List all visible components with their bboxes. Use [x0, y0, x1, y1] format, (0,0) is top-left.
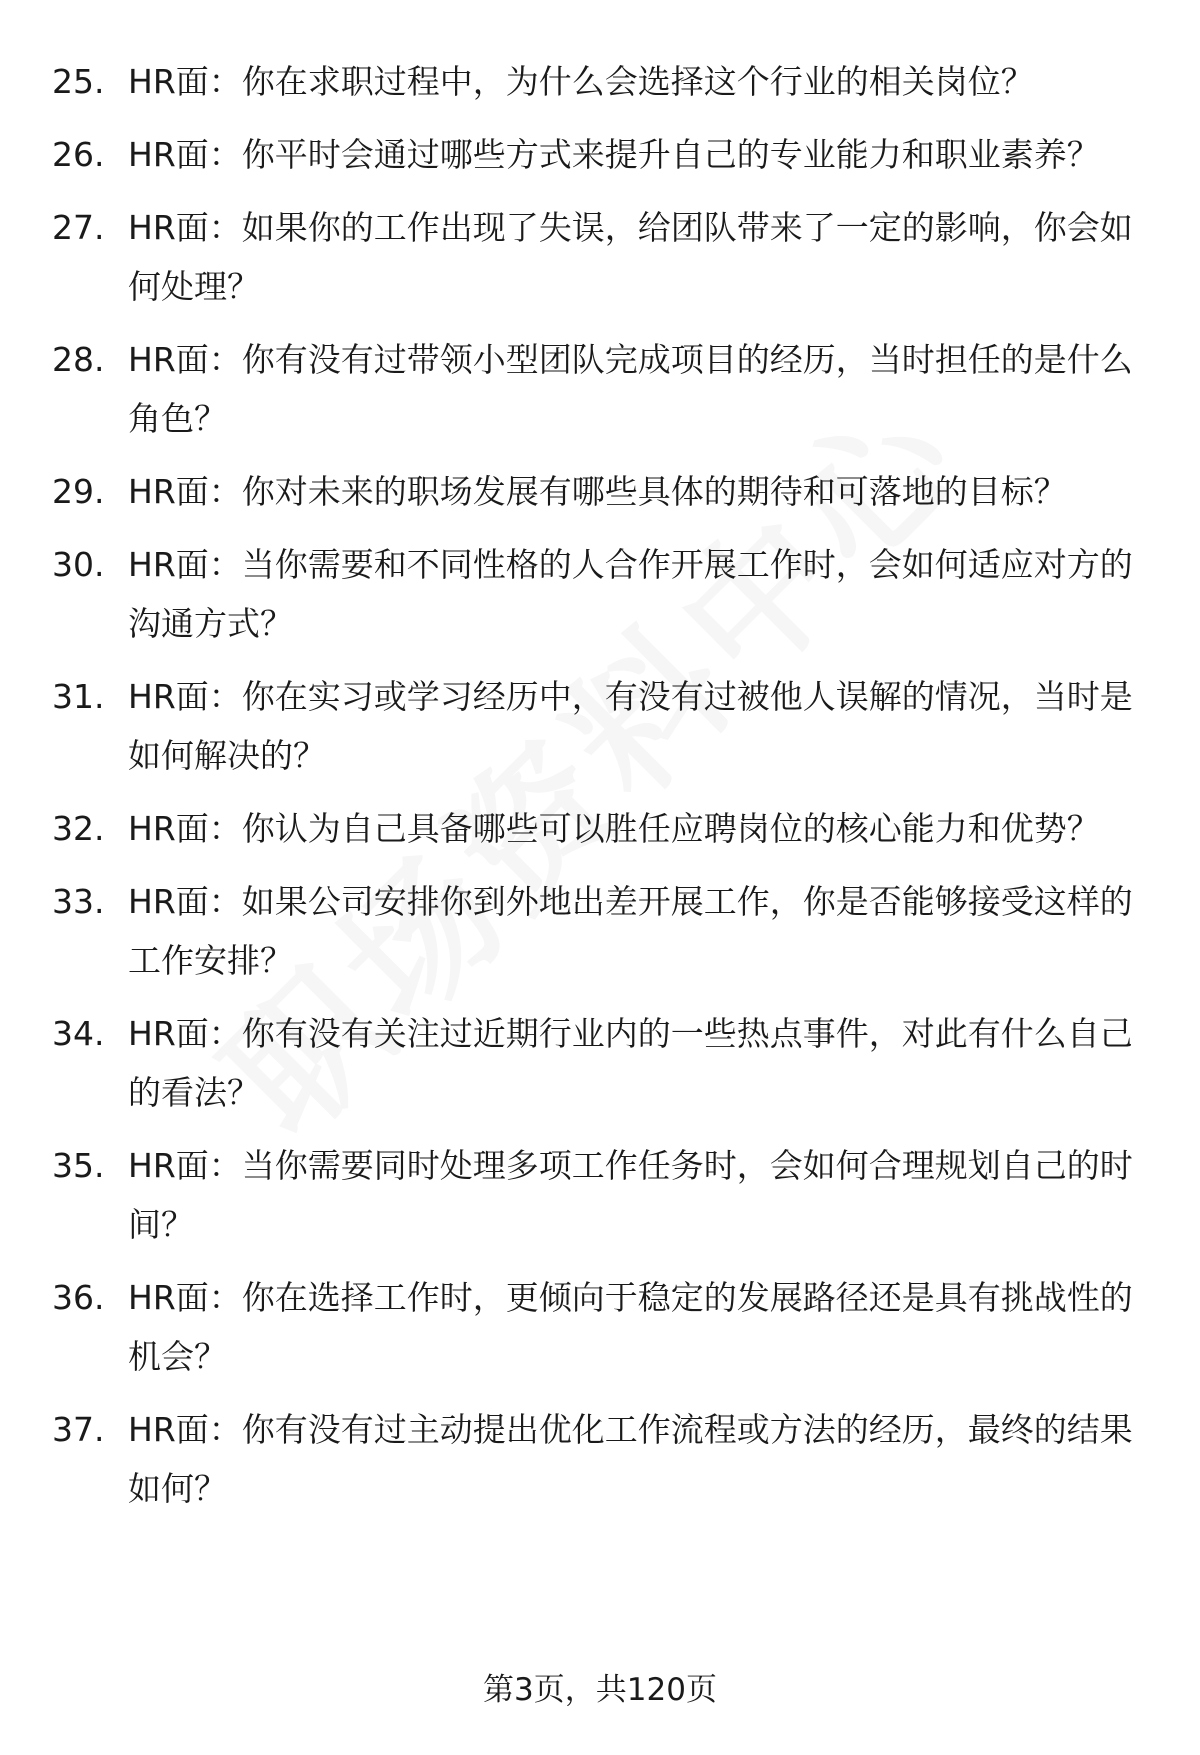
list-item — [0, 1400, 1200, 1518]
question-number: 34. — [52, 1014, 105, 1053]
question-number: 28. — [52, 340, 105, 379]
question-number: 29. — [52, 472, 105, 511]
list-item — [0, 1004, 1200, 1122]
question-number: 26. — [52, 135, 105, 174]
list-item — [0, 52, 1200, 111]
list-item — [0, 125, 1200, 184]
list-item — [0, 799, 1200, 858]
question-number: 25. — [52, 62, 105, 101]
question-number: 33. — [52, 882, 105, 921]
question-text: HR面：当你需要同时处理多项工作任务时，会如何合理规划自己的时间？ — [128, 1146, 1133, 1244]
question-text: HR面：你平时会通过哪些方式来提升自己的专业能力和职业素养？ — [128, 135, 1100, 174]
question-number: 27. — [52, 208, 105, 247]
question-text: HR面：你认为自己具备哪些可以胜任应聘岗位的核心能力和优势？ — [128, 809, 1100, 848]
list-item — [0, 872, 1200, 990]
question-number: 31. — [52, 677, 105, 716]
question-number: 32. — [52, 809, 105, 848]
list-item — [0, 1136, 1200, 1254]
question-text: HR面：你有没有关注过近期行业内的一些热点事件，对此有什么自己的看法？ — [128, 1014, 1133, 1112]
question-text: HR面：如果你的工作出现了失误，给团队带来了一定的影响，你会如何处理？ — [128, 208, 1133, 306]
question-text: HR面：当你需要和不同性格的人合作开展工作时，会如何适应对方的沟通方式？ — [128, 545, 1133, 643]
question-text: HR面：你有没有过带领小型团队完成项目的经历，当时担任的是什么角色？ — [128, 340, 1133, 438]
page-footer: 第3页，共120页 — [483, 1672, 717, 1708]
list-item — [0, 667, 1200, 785]
question-number: 35. — [52, 1146, 105, 1185]
list-item — [0, 462, 1200, 521]
list-item — [0, 330, 1200, 448]
question-text: HR面：你对未来的职场发展有哪些具体的期待和可落地的目标？ — [128, 472, 1067, 511]
list-item — [0, 198, 1200, 316]
question-number: 37. — [52, 1410, 105, 1449]
question-text: HR面：你在实习或学习经历中，有没有过被他人误解的情况，当时是如何解决的？ — [128, 677, 1133, 775]
list-item — [0, 535, 1200, 653]
question-text: HR面：你在求职过程中，为什么会选择这个行业的相关岗位？ — [128, 62, 1034, 101]
question-text: HR面：你有没有过主动提出优化工作流程或方法的经历，最终的结果如何？ — [128, 1410, 1133, 1508]
question-text: HR面：你在选择工作时，更倾向于稳定的发展路径还是具有挑战性的机会？ — [128, 1278, 1133, 1376]
question-list — [0, 52, 1200, 1532]
list-item — [0, 1268, 1200, 1386]
question-number: 36. — [52, 1278, 105, 1317]
question-text: HR面：如果公司安排你到外地出差开展工作，你是否能够接受这样的工作安排？ — [128, 882, 1133, 980]
question-number: 30. — [52, 545, 105, 584]
